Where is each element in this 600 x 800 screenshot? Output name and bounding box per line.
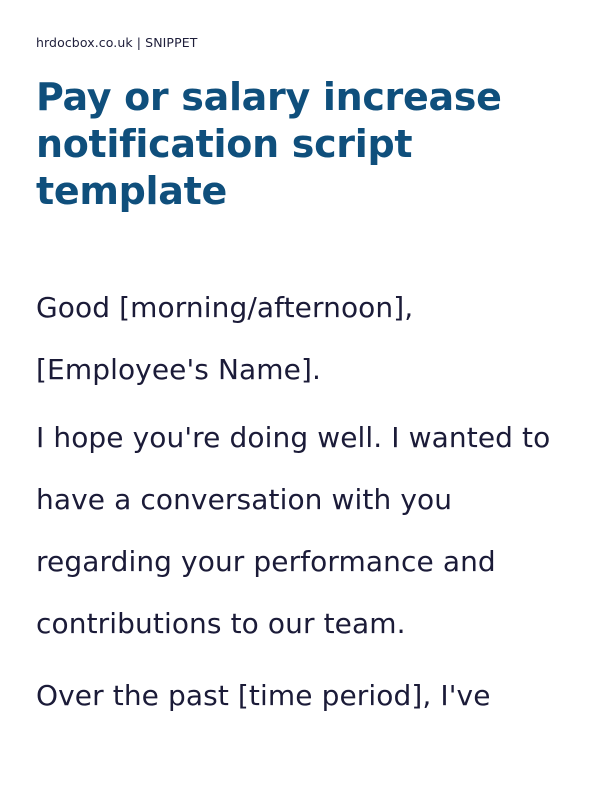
page-title: Pay or salary increase notification script template xyxy=(36,75,502,213)
source-label: hrdocbox.co.uk | SNIPPET xyxy=(36,35,198,50)
paragraph-time-period: Over the past [time period], I've xyxy=(36,679,491,712)
paragraph-greeting: Good [morning/afternoon], [Employee's Name]. xyxy=(36,291,414,386)
paragraph-intro: I hope you're doing well. I wanted to have a conversation with you regarding your performance and contributions to our team. xyxy=(36,421,551,640)
